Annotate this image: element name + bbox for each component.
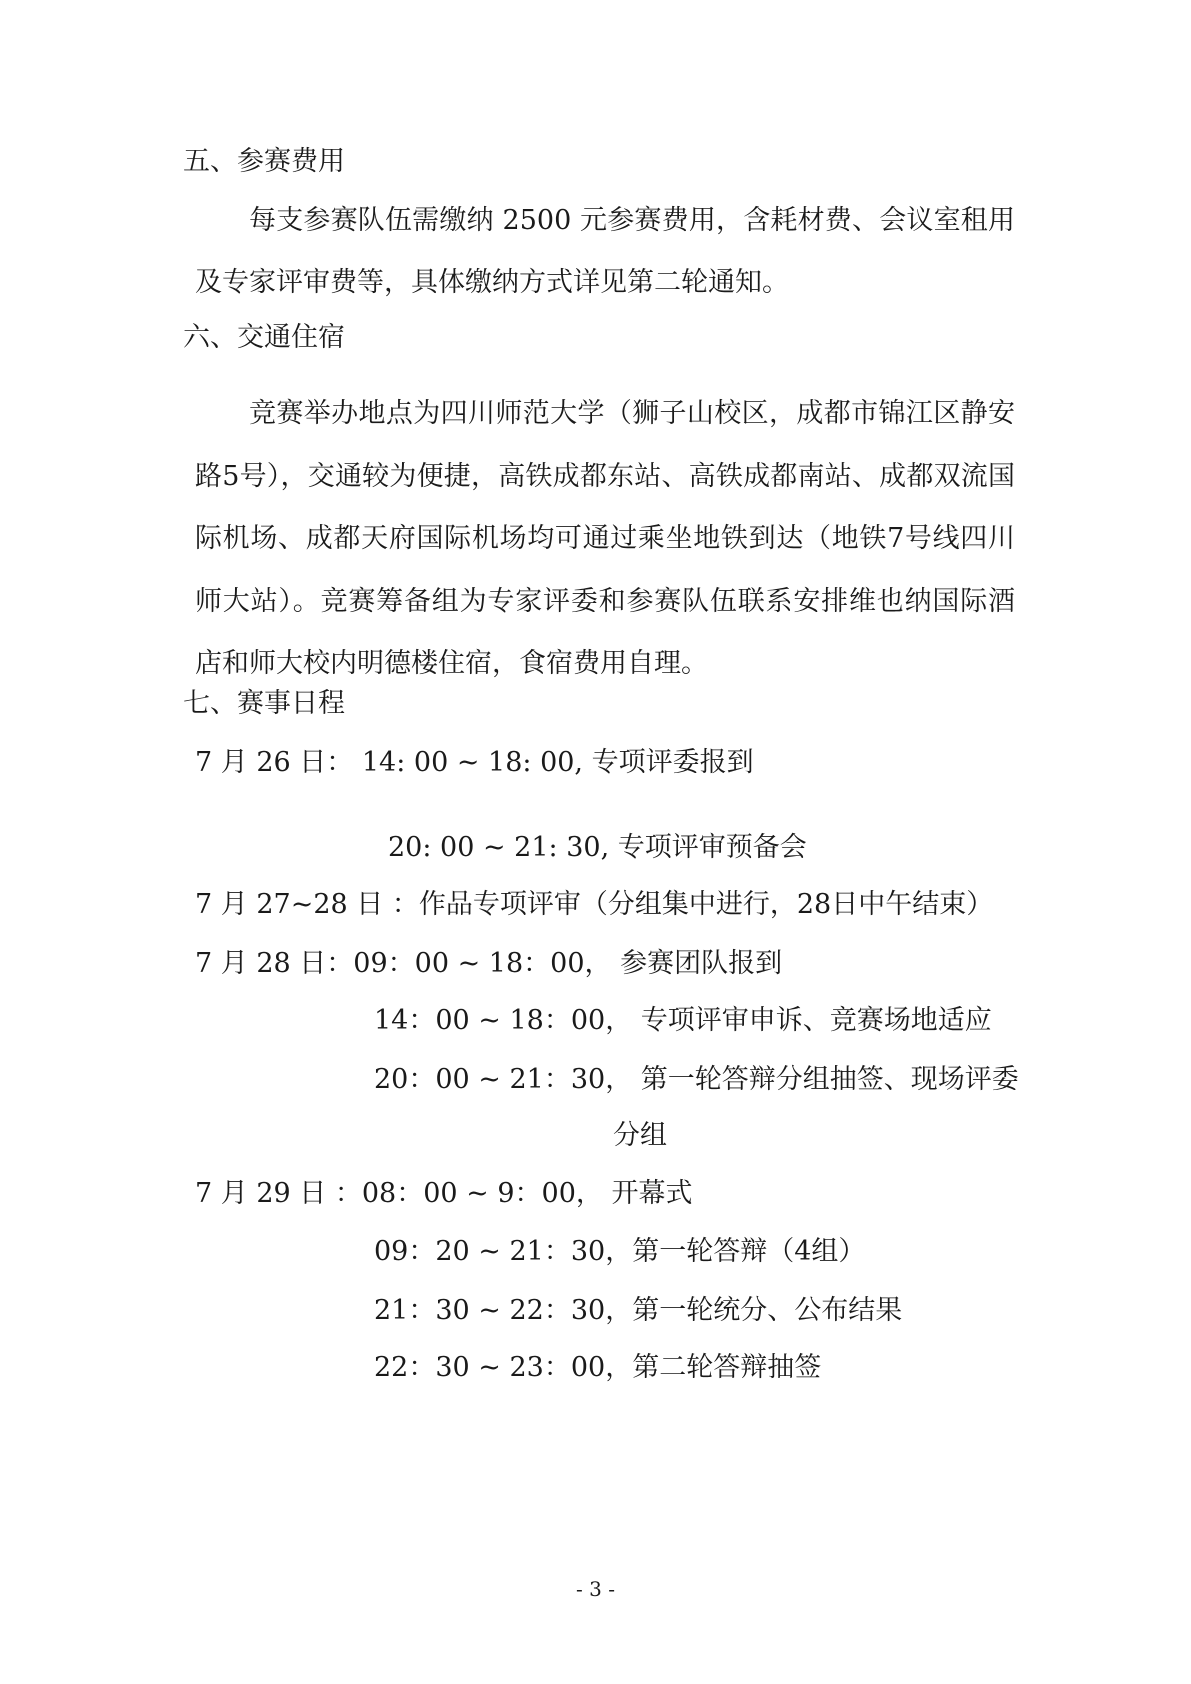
section-heading-transport: 六、交通住宿 xyxy=(183,322,345,353)
schedule-line: 20：00 ~ 21：30， 第一轮答辩分组抽签、现场评委 xyxy=(374,1064,1019,1095)
schedule-line: 7 月 27~28 日 ：作品专项评审（分组集中进行，28日中午结束） xyxy=(195,889,994,920)
schedule-line: 14：00 ~ 18：00， 专项评审申诉、竞赛场地适应 xyxy=(374,1005,992,1036)
schedule-line: 21：30 ~ 22：30，第一轮统分、公布结果 xyxy=(374,1295,903,1326)
page-number: - 3 - xyxy=(576,1577,615,1601)
section-heading-fees: 五、参赛费用 xyxy=(183,146,345,177)
section-heading-schedule: 七、赛事日程 xyxy=(183,688,345,719)
schedule-line: 7 月 29 日 ：08：00 ~ 9：00， 开幕式 xyxy=(195,1178,693,1209)
schedule-line: 7 月 26 日： 14: 00 ~ 18: 00, 专项评委报到 xyxy=(195,747,754,778)
schedule-line: 20: 00 ~ 21: 30, 专项评审预备会 xyxy=(388,832,807,863)
schedule-line: 09：20 ~ 21：30，第一轮答辩（4组） xyxy=(374,1236,866,1267)
schedule-line: 7 月 28 日：09：00 ~ 18：00， 参赛团队报到 xyxy=(195,948,783,979)
schedule-line: 分组 xyxy=(613,1120,667,1151)
schedule-line: 22：30 ~ 23：00，第二轮答辩抽签 xyxy=(374,1352,822,1383)
transport-paragraph: 竞赛举办地点为四川师范大学（狮子山校区，成都市锦江区静安路5号），交通较为便捷，高铁成都东站、高铁成都南站、成都双流国际机场、成都天府国际机场均可通过乘坐地铁到达（地铁7号线四川师大站）。竞赛筹备组为专家评委和参赛队伍联系安排维也纳国际酒店和师大校内明德楼住宿，食宿费用自理。 xyxy=(195,398,1015,679)
fees-paragraph: 每支参赛队伍需缴纳 2500 元参赛费用，含耗材费、会议室租用及专家评审费等，具体缴纳方式详见第二轮通知。 xyxy=(195,205,1015,298)
